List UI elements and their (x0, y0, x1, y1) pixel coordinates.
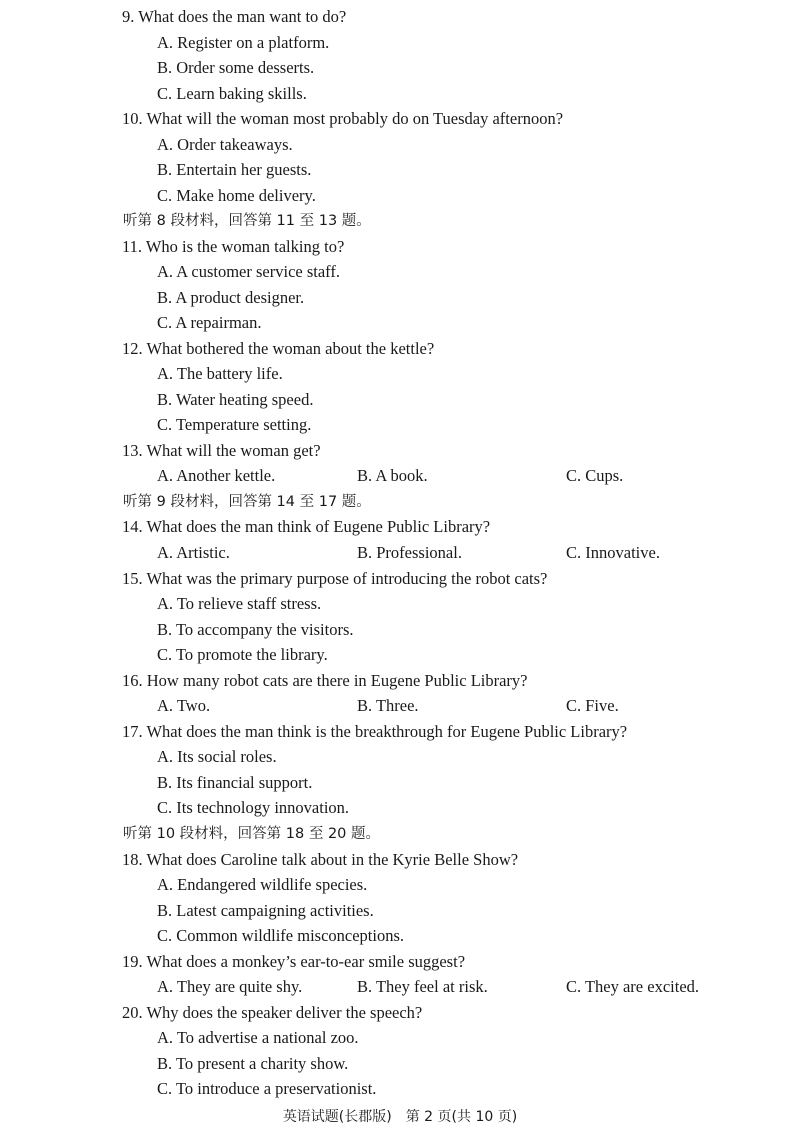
question-15-option-c: C. To promote the library. (157, 645, 328, 664)
question-10-option-c: C. Make home delivery. (157, 186, 316, 205)
question-19-option-c: C. They are excited. (566, 977, 700, 996)
question-18-stem: 18. What does Caroline talk about in the Kyrie Belle Show? (122, 850, 519, 869)
question-20-option-b: B. To present a charity show. (157, 1054, 349, 1073)
question-13-option-c: C. Cups. (566, 466, 624, 485)
question-14-option-a: A. Artistic. (157, 543, 230, 562)
question-20-option-c: C. To introduce a preservationist. (157, 1079, 377, 1098)
section-heading-9: 听第 9 段材料，回答第 14 至 17 题。 (123, 494, 371, 510)
question-12-stem: 12. What bothered the woman about the kettle? (122, 339, 435, 358)
question-11-option-a: A. A customer service staff. (157, 262, 340, 281)
question-12-option-c: C. Temperature setting. (157, 415, 312, 434)
question-17-option-a: A. Its social roles. (157, 747, 277, 766)
question-18-option-c: C. Common wildlife misconceptions. (157, 926, 405, 945)
question-14-option-c: C. Innovative. (566, 543, 660, 562)
section-heading-10: 听第 10 段材料，回答第 18 至 20 题。 (123, 826, 381, 842)
question-12-option-a: A. The battery life. (157, 364, 283, 383)
question-15-stem: 15. What was the primary purpose of introducing the robot cats? (122, 569, 548, 588)
page-footer: 英语试题(长郡版) 第 2 页(共 10 页) (282, 1109, 518, 1125)
question-11-option-c: C. A repairman. (157, 313, 262, 332)
question-19-option-a: A. They are quite shy. (157, 977, 303, 996)
question-19-stem: 19. What does a monkey’s ear-to-ear smile suggest? (122, 952, 466, 971)
question-19-option-b: B. They feel at risk. (357, 977, 488, 996)
question-18-option-a: A. Endangered wildlife species. (157, 875, 368, 894)
question-11-stem: 11. Who is the woman talking to? (122, 237, 345, 256)
question-10-option-a: A. Order takeaways. (157, 135, 293, 154)
question-10-option-b: B. Entertain her guests. (157, 160, 312, 179)
question-13-option-b: B. A book. (357, 466, 428, 485)
question-17-stem: 17. What does the man think is the breakthrough for Eugene Public Library? (122, 722, 628, 741)
question-16-stem: 16. How many robot cats are there in Eugene Public Library? (122, 671, 528, 690)
question-9-option-b: B. Order some desserts. (157, 58, 315, 77)
question-14-stem: 14. What does the man think of Eugene Public Library? (122, 517, 491, 536)
question-9-stem: 9. What does the man want to do? (122, 7, 347, 26)
question-20-option-a: A. To advertise a national zoo. (157, 1028, 359, 1047)
question-15-option-a: A. To relieve staff stress. (157, 594, 322, 613)
question-9-option-a: A. Register on a platform. (157, 33, 330, 52)
question-20-stem: 20. Why does the speaker deliver the speech? (122, 1003, 423, 1022)
section-heading-8: 听第 8 段材料，回答第 11 至 13 题。 (123, 213, 371, 229)
question-17-option-b: B. Its financial support. (157, 773, 313, 792)
question-13-stem: 13. What will the woman get? (122, 441, 321, 460)
question-11-option-b: B. A product designer. (157, 288, 305, 307)
question-16-option-b: B. Three. (357, 696, 419, 715)
question-17-option-c: C. Its technology innovation. (157, 798, 350, 817)
question-16-option-c: C. Five. (566, 696, 619, 715)
question-12-option-b: B. Water heating speed. (157, 390, 314, 409)
question-18-option-b: B. Latest campaigning activities. (157, 901, 374, 920)
question-14-option-b: B. Professional. (357, 543, 462, 562)
question-9-option-c: C. Learn baking skills. (157, 84, 307, 103)
question-13-option-a: A. Another kettle. (157, 466, 276, 485)
question-16-option-a: A. Two. (157, 696, 211, 715)
question-15-option-b: B. To accompany the visitors. (157, 620, 354, 639)
question-10-stem: 10. What will the woman most probably do on Tuesday afternoon? (122, 109, 564, 128)
